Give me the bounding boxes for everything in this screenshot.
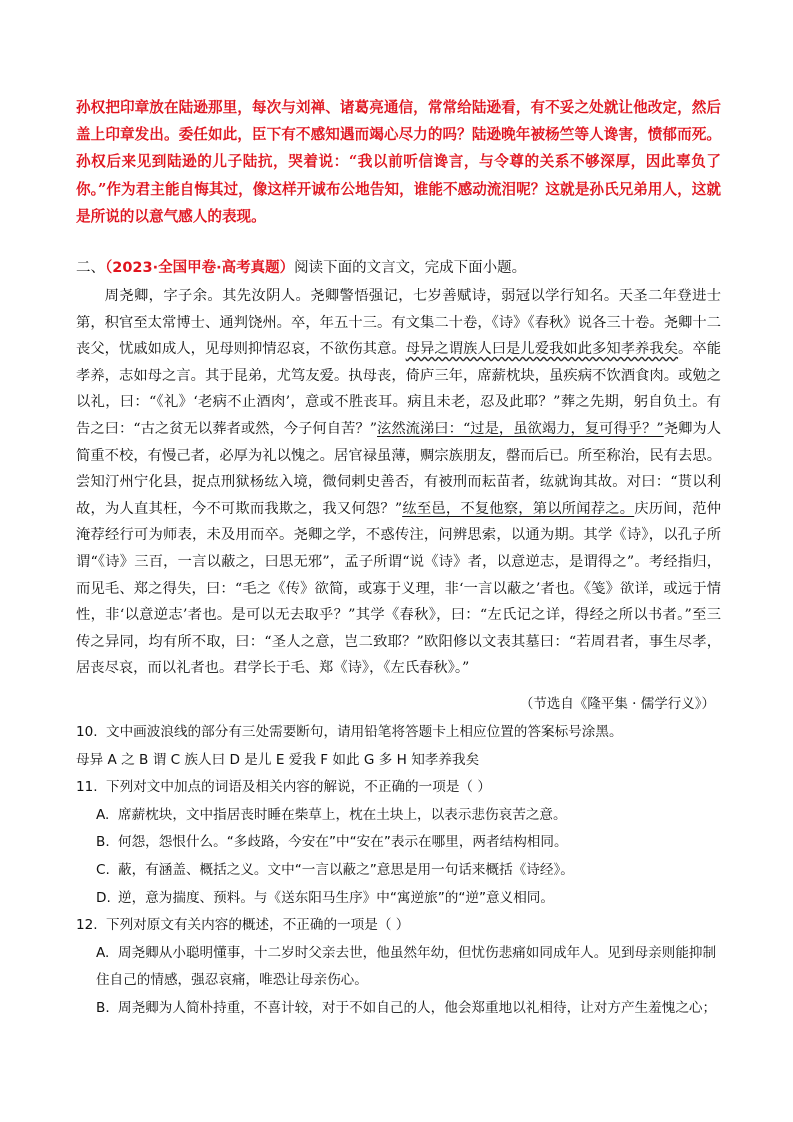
exam-source-tag: （2023·全国甲卷·高考真题） <box>105 260 295 276</box>
passage-seg-2: 。卒能孝养，志如母之言。其于昆弟，尤笃友爱。执母丧，倚庐三年，席薪枕块，虽疾病不饮酒食肉。或勉之以礼，曰：“《礼》‘老病不止酒肉’，意或不胜丧耳。病且未老，忍及此耶？”葬之先期，躬自负土。有告之曰：“古之贫无以葬者或然，今子何自苦？” <box>76 341 722 437</box>
question-number: 10. <box>76 724 98 740</box>
option-item <box>76 940 724 995</box>
option-text: 蔽，有涵盖、概括之义。文中“一言以蔽之”意思是用一句话来概括《诗经》。 <box>118 861 574 878</box>
question-number: 11. <box>76 779 98 796</box>
passage-seg-3: 尧卿为人简重不校，有慢己者，必厚为礼以愧之。居官禄虽薄，赒宗族朋友，罄而后已。所至称治，民有去思。尝知汀州宁化县，捉点刑狱杨纮入境，微伺剌史善否，有被刑而耘苗者，纮就询其故。对曰：“贳以利故，为人直其枉，今不可欺而我欺之，我又何怨？” <box>76 420 722 517</box>
option-item <box>76 829 724 857</box>
passage-seg-1: 周尧卿，字子余。其先汝阴人。尧卿警悟强记，七岁善赋诗，弱冠以学行知名。天圣二年登进士第，积官至太常博士、通判饶州。卒，年五十三。有文集二十卷，《诗》《春秋》说各三十卷。尧卿十二丧父，忧戚如成人，见母则抑情忍哀，不欲伤其意。 <box>76 288 721 358</box>
option-text: 何怨，怨恨什么。“多歧路，今安在”中“安在”表示在哪里，两者结构相同。 <box>118 834 568 851</box>
question-number: 12. <box>76 917 98 934</box>
option-item <box>76 802 724 830</box>
question-text: 下列对原文有关内容的概述，不正确的一项是（ ） <box>106 917 410 934</box>
question-11 <box>76 774 724 802</box>
question-10-sentence: 母异 A 之 B 谓 C 族人曰 D 是儿 E 爱我 F 如此 G 多 H 知孝养我矣 <box>76 751 480 768</box>
classical-passage <box>76 283 721 682</box>
option-letter: B. <box>96 999 110 1016</box>
option-letter: C. <box>96 861 110 878</box>
option-item <box>76 857 724 885</box>
option-item <box>76 995 724 1023</box>
passage-seg-4: 庆历间，范仲淹荐经行可为师表，未及用而卒。尧卿之学，不惑传注，问辨思索，以通为期。其学《诗》，以孔子所谓“《诗》三百，一言以蔽之，曰思无邪”，孟子所谓“说《诗》者，以意逆志，是谓得之”。考经指归，而见毛、郑之得失，曰：“毛之《传》欲简，或寡于义理，非‘一言以蔽之’者也。《笺》欲详，或远于情性，非‘以意逆志’者也。是可以无去取乎？”其学《春秋》，曰：“左氏记之详，得经之所以书者。”至三传之异同，均有所不取，曰：“圣人之意，岂二致耶？”欧阳修以文表其墓曰：“若周君者，事生尽孝，居丧尽哀，而以礼者也。君学长于毛、郑《诗》，《左氏春秋》。” <box>76 500 722 677</box>
section-instruction: 阅读下面的文言文，完成下面小题。 <box>294 260 527 276</box>
option-letter: D. <box>96 889 111 906</box>
question-text: 文中画波浪线的部分有三处需要断句，请用铅笔将答题卡上相应位置的答案标号涂黑。 <box>106 724 623 740</box>
question-text: 下列对文中加点的词语及相关内容的解说，不正确的一项是（ ） <box>106 779 491 796</box>
wavy-underlined-phrase: 母异之谓族人曰是儿爱我如此多知孝养我矣 <box>405 341 679 358</box>
translation-note <box>76 94 721 230</box>
option-item <box>76 885 724 913</box>
question-list <box>76 719 724 1023</box>
underlined-sentence-2: 纮至邑，不复他察，第以所闻荐之。 <box>402 500 635 517</box>
question-12 <box>76 912 724 940</box>
section-heading <box>76 256 721 280</box>
option-letter: B. <box>96 834 110 851</box>
option-text: 周尧卿从小聪明懂事，十二岁时父亲去世，他虽然年幼，但忧伤悲痛如同成年人。见到母亲则能抑制住自己的情感，强忍哀痛，唯恐让母亲伤心。 <box>96 944 717 989</box>
option-text: 逆，意为揣度、预料。与《送东阳马生序》中“寓逆旅”的“逆”意义相同。 <box>118 889 554 906</box>
passage-paragraph <box>76 283 721 682</box>
question-10 <box>76 719 724 747</box>
passage-source: （节选自《隆平集 · 儒学行义》） <box>519 696 715 712</box>
option-letter: A. <box>96 806 110 823</box>
translation-note-text: 孙权把印章放在陆逊那里，每次与刘禅、诸葛亮通信，常常给陆逊看，有不妥之处就让他改定，然后盖上印章发出。委任如此，臣下有不感知遇而竭心尽力的吗？陆逊晚年被杨竺等人谗害，愤郁而死。孙权后来见到陆逊的儿子陆抗，哭着说：“我以前听信谗言，与令尊的关系不够深厚，因此辜负了你。”作为君主能自悔其过，像这样开诚布公地告知，谁能不感动流泪呢？这就是孙氏兄弟用人，这就是所说的以意气感人的表现。 <box>76 99 721 225</box>
option-text: 席薪枕块，文中指居丧时睡在柴草上，枕在土块上，以表示悲伤哀苦之意。 <box>118 806 567 823</box>
option-letter: A. <box>96 944 110 961</box>
option-text: 周尧卿为人简朴持重，不喜计较，对于不如自己的人，他会郑重地以礼相待，让对方产生羞愧之心； <box>118 999 717 1016</box>
section-number: 二、 <box>76 260 105 276</box>
underlined-sentence-1: 泫然流涕曰：“过是，虽欲竭力，复可得乎？” <box>377 420 664 437</box>
